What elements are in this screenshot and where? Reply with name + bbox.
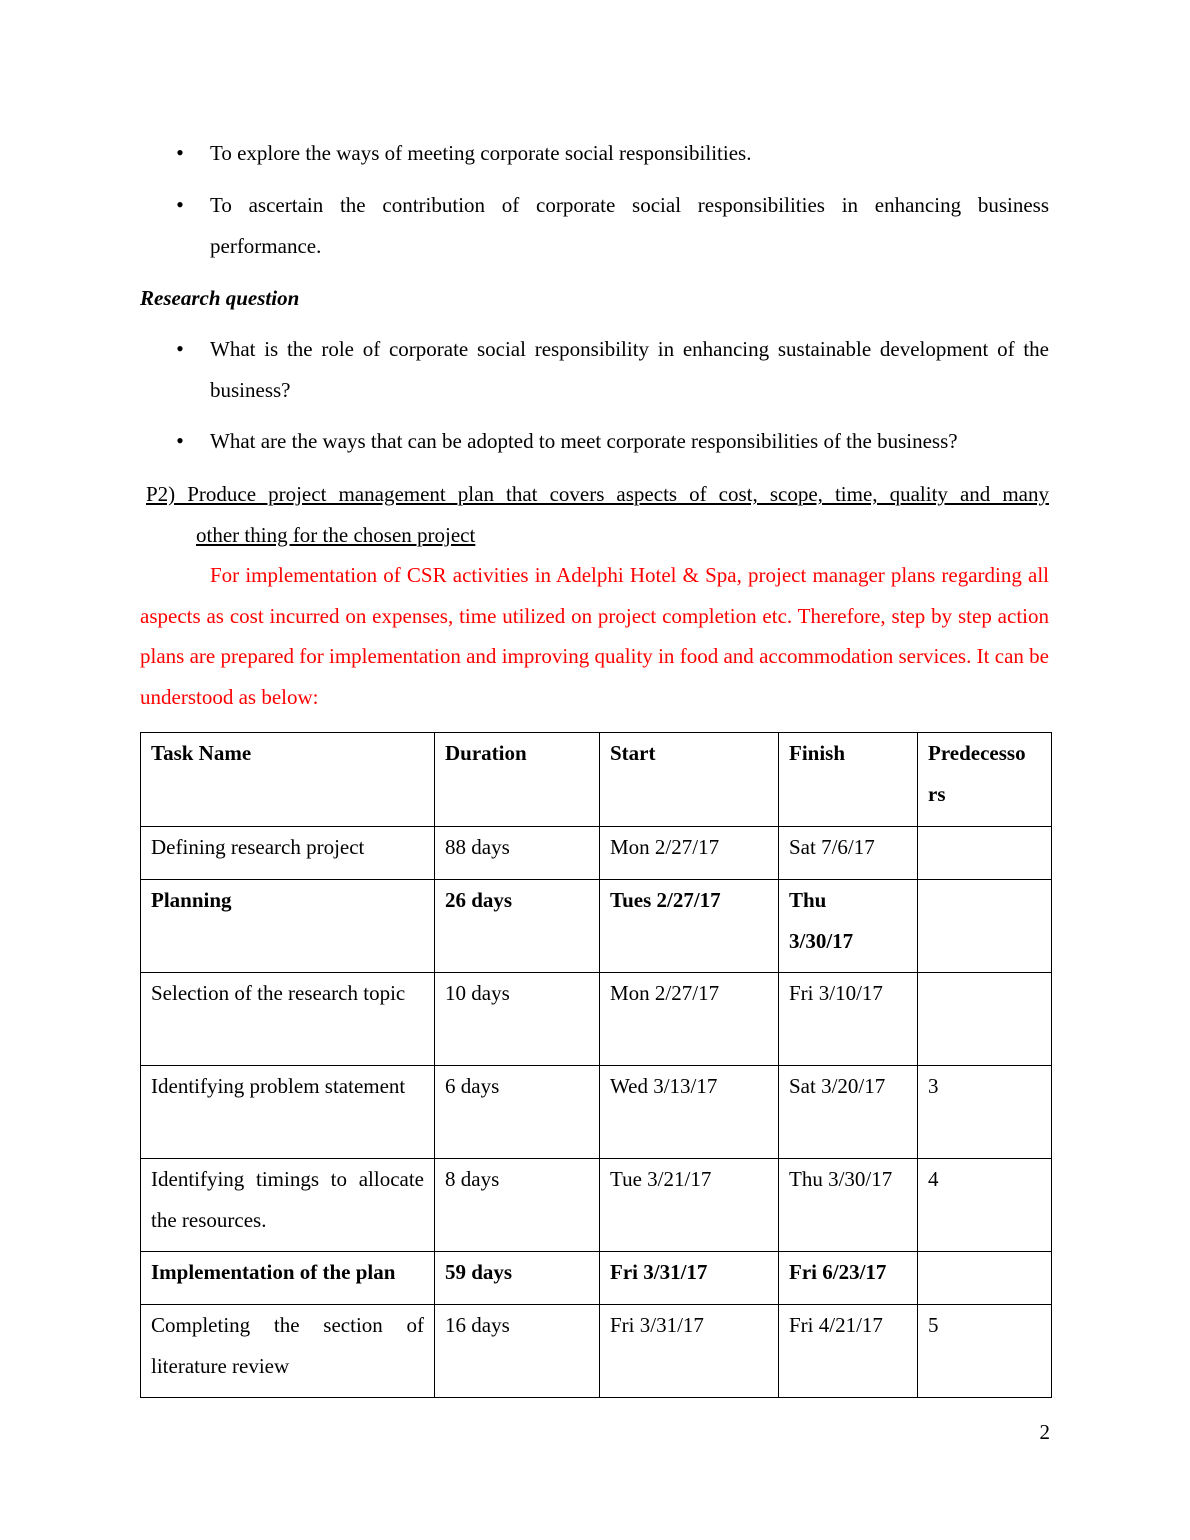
bullet-text: To explore the ways of meeting corporate social responsibilities. — [210, 141, 752, 165]
cell-start: Tue 3/21/17 — [600, 1159, 779, 1252]
cell-finish: Fri 3/10/17 — [779, 973, 918, 1066]
bullet-icon: • — [176, 428, 184, 453]
table-row — [141, 827, 1052, 880]
header-finish: Finish — [779, 733, 918, 827]
header-predecessors: Predecesso rs — [918, 733, 1052, 827]
cell-predecessors — [918, 973, 1052, 1066]
table-row — [141, 1252, 1052, 1305]
cell-finish: Sat 7/6/17 — [779, 827, 918, 880]
research-question-item — [170, 329, 1049, 410]
cell-task: Implementation of the plan — [141, 1252, 435, 1305]
cell-predecessors: 5 — [918, 1305, 1052, 1398]
cell-task: Defining research project — [141, 827, 435, 880]
table-row — [141, 1305, 1052, 1398]
cell-start: Mon 2/27/17 — [600, 973, 779, 1066]
table-row — [141, 1066, 1052, 1159]
cell-duration: 8 days — [435, 1159, 600, 1252]
cell-start: Tues 2/27/17 — [600, 880, 779, 973]
p2-heading — [140, 474, 1049, 555]
header-task-name: Task Name — [141, 733, 435, 827]
cell-predecessors — [918, 827, 1052, 880]
cell-start: Mon 2/27/17 — [600, 827, 779, 880]
table-row — [141, 973, 1052, 1066]
cell-predecessors — [918, 1252, 1052, 1305]
cell-task: Identifying problem statement — [141, 1066, 435, 1159]
cell-start: Fri 3/31/17 — [600, 1305, 779, 1398]
project-plan-table — [140, 732, 1052, 1398]
cell-duration: 10 days — [435, 973, 600, 1066]
p2-heading-line1: P2) Produce project management plan that covers aspects of cost, scope, time, quality and many — [146, 482, 1049, 506]
cell-task: Identifying timings to allocate the resources. — [141, 1159, 435, 1252]
table-row — [141, 880, 1052, 973]
cell-start: Wed 3/13/17 — [600, 1066, 779, 1159]
cell-task: Planning — [141, 880, 435, 973]
bullet-icon: • — [176, 140, 184, 165]
cell-finish: Fri 4/21/17 — [779, 1305, 918, 1398]
cell-task: Selection of the research topic — [141, 973, 435, 1066]
bullet-item — [170, 133, 1049, 174]
cell-finish: Fri 6/23/17 — [779, 1252, 918, 1305]
cell-duration: 16 days — [435, 1305, 600, 1398]
cell-duration: 59 days — [435, 1252, 600, 1305]
research-question-text: What is the role of corporate social responsibility in enhancing sustainable development of the business? — [210, 337, 1049, 402]
header-duration: Duration — [435, 733, 600, 827]
table-header-row — [141, 733, 1052, 827]
page-number: 2 — [1039, 1420, 1050, 1444]
research-question-item — [170, 421, 1049, 462]
cell-duration: 88 days — [435, 827, 600, 880]
bullet-text: To ascertain the contribution of corporate social responsibilities in enhancing business performance. — [210, 193, 1049, 258]
cell-start: Fri 3/31/17 — [600, 1252, 779, 1305]
cell-task: Completing the section of literature review — [141, 1305, 435, 1398]
research-question-heading: Research question — [140, 286, 300, 310]
bullet-icon: • — [176, 192, 184, 217]
cell-finish: Thu 3/30/17 — [779, 1159, 918, 1252]
cell-predecessors: 4 — [918, 1159, 1052, 1252]
bullet-icon: • — [176, 336, 184, 361]
header-start: Start — [600, 733, 779, 827]
cell-duration: 6 days — [435, 1066, 600, 1159]
bullet-item — [170, 185, 1049, 266]
cell-finish: Thu 3/30/17 — [779, 880, 918, 973]
research-question-text: What are the ways that can be adopted to meet corporate responsibilities of the business? — [210, 429, 958, 453]
p2-heading-line2: other thing for the chosen project — [196, 522, 476, 547]
table-row — [141, 1159, 1052, 1252]
cell-predecessors: 3 — [918, 1066, 1052, 1159]
intro-paragraph: For implementation of CSR activities in Adelphi Hotel & Spa, project manager plans regarding all aspects as cost incurred on expenses, time utilized on project completion etc. Therefore, step by step action plans are prepared for implementation and improving quality in food and accommodation services. It can be understood as below: — [140, 563, 1049, 709]
cell-duration: 26 days — [435, 880, 600, 973]
cell-finish: Sat 3/20/17 — [779, 1066, 918, 1159]
cell-predecessors — [918, 880, 1052, 973]
